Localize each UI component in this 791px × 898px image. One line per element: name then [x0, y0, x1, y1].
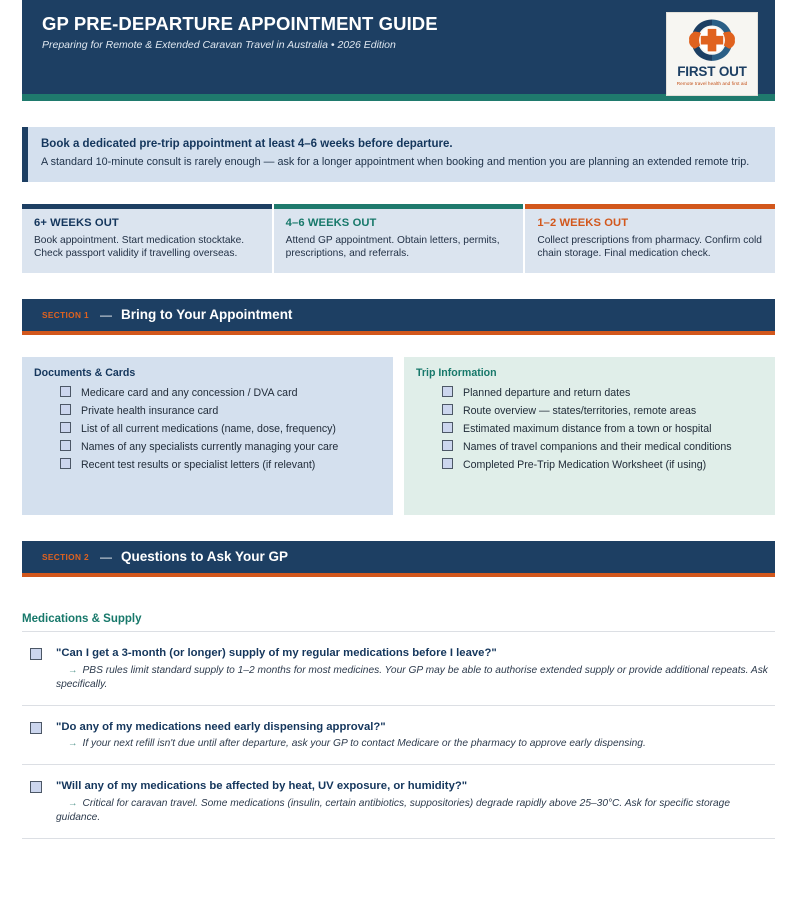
- checkbox[interactable]: [60, 458, 71, 469]
- timeline-body: Collect prescriptions from pharmacy. Confirm cold chain storage. Final medication check.: [537, 234, 762, 260]
- timeline-body: Book appointment. Start medication stocktake. Check passport validity if travelling overseas.: [34, 234, 245, 260]
- checklist-item-label: List of all current medications (name, dose, frequency): [81, 422, 336, 435]
- timeline-heading: 6+ WEEKS OUT: [34, 216, 119, 229]
- checklist-item[interactable]: [34, 422, 381, 437]
- question-note-text: If your next refill isn't due until after departure, ask your GP to contact Medicare or the pharmacy to approve early dispensing.: [82, 738, 646, 750]
- logo-tagline: Remote travel health and first aid: [676, 81, 748, 86]
- masthead-band: [22, 0, 775, 94]
- checklist-item-label: Route overview — states/territories, remote areas: [463, 404, 697, 417]
- checklist-item-label: Completed Pre-Trip Medication Worksheet (if using): [463, 458, 707, 471]
- checklist-item-label: Estimated maximum distance from a town or hospital: [463, 422, 712, 435]
- section-1-dash: —: [99, 307, 112, 322]
- checkbox[interactable]: [30, 722, 42, 734]
- timeline-heading: 1–2 WEEKS OUT: [537, 216, 629, 229]
- checklist-item[interactable]: [34, 440, 381, 455]
- checklist-item-label: Private health insurance card: [81, 404, 219, 417]
- page-subtitle: Preparing for Remote & Extended Caravan Travel in Australia • 2026 Edition: [42, 39, 396, 52]
- section-1-underline: [22, 331, 775, 335]
- checklist-item[interactable]: [416, 458, 763, 473]
- arrow-icon: →: [68, 798, 78, 810]
- section-2-header: [22, 541, 775, 577]
- callout-title: Book a dedicated pre-trip appointment at least 4–6 weeks before departure.: [41, 138, 453, 150]
- section-2-dash: —: [99, 549, 112, 564]
- brand-logo: [666, 12, 758, 96]
- callout-body: A standard 10-minute consult is rarely enough — ask for a longer appointment when booking and mention you are planning an extended remote trip.: [41, 156, 750, 169]
- checklist-item[interactable]: [416, 422, 763, 437]
- panel-heading: Trip Information: [416, 366, 497, 379]
- question-text: "Do any of my medications need early dispensing approval?": [56, 720, 386, 733]
- section-2-underline: [22, 573, 775, 577]
- section-2-title: Questions to Ask Your GP: [120, 549, 288, 565]
- timeline-row: [22, 204, 775, 273]
- question-item[interactable]: [22, 632, 775, 706]
- timeline-card-3: [525, 204, 775, 273]
- checklist-item-label: Names of any specialists currently managing your care: [81, 440, 339, 453]
- question-text: "Can I get a 3-month (or longer) supply of my regular medications before I leave?": [56, 646, 497, 659]
- logo-wordmark: FIRST OUT: [677, 64, 747, 79]
- checkbox[interactable]: [60, 404, 71, 415]
- question-note: [56, 664, 775, 692]
- checkbox[interactable]: [442, 440, 453, 451]
- timeline-card-1: [22, 204, 272, 273]
- question-note: [56, 737, 775, 751]
- checkbox[interactable]: [442, 404, 453, 415]
- question-note-text: PBS rules limit standard supply to 1–2 months for most medicines. Your GP may be able to authorise extended supply or provide additional repeats. Ask specifically.: [56, 664, 768, 690]
- checkbox[interactable]: [442, 422, 453, 433]
- page-title: GP PRE-DEPARTURE APPOINTMENT GUIDE: [42, 13, 438, 34]
- checklist-item[interactable]: [34, 386, 381, 401]
- checklist-item-label: Medicare card and any concession / DVA card: [81, 386, 298, 399]
- checklist-panel-documents: [22, 357, 393, 515]
- question-item[interactable]: [22, 765, 775, 839]
- subsection-heading: Medications & Supply: [22, 612, 142, 625]
- checkbox[interactable]: [60, 422, 71, 433]
- masthead-accent-bar: [22, 94, 775, 101]
- panel-heading: Documents & Cards: [34, 366, 136, 379]
- checkbox[interactable]: [442, 458, 453, 469]
- section-2-kicker: SECTION 2: [42, 551, 89, 562]
- checkbox[interactable]: [30, 648, 42, 660]
- section-1-header: [22, 299, 775, 335]
- section-1-kicker: SECTION 1: [42, 309, 89, 320]
- checklist-panel-trip-info: [404, 357, 775, 515]
- question-note: [56, 797, 775, 825]
- question-text: "Will any of my medications be affected by heat, UV exposure, or humidity?": [56, 780, 468, 793]
- subsection-medications-supply: [22, 613, 775, 632]
- document-header: [22, 0, 775, 101]
- checkbox[interactable]: [30, 781, 42, 793]
- checklist-item[interactable]: [34, 458, 381, 473]
- timeline-body: Attend GP appointment. Obtain letters, permits, prescriptions, and referrals.: [285, 234, 500, 260]
- checklist-item[interactable]: [34, 404, 381, 419]
- checklist-item-label: Names of travel companions and their medical conditions: [463, 440, 732, 453]
- checkbox[interactable]: [442, 386, 453, 397]
- checkbox[interactable]: [60, 386, 71, 397]
- timeline-card-2: [274, 204, 524, 273]
- questions-list: [22, 632, 775, 839]
- checkbox[interactable]: [60, 440, 71, 451]
- question-item[interactable]: [22, 706, 775, 766]
- checklist-item[interactable]: [416, 386, 763, 401]
- timeline-heading: 4–6 WEEKS OUT: [285, 216, 377, 229]
- section-1-title: Bring to Your Appointment: [120, 307, 293, 323]
- checklist-item[interactable]: [416, 404, 763, 419]
- checklist-item-label: Recent test results or specialist letters (if relevant): [81, 458, 316, 471]
- question-note-text: Critical for caravan travel. Some medications (insulin, certain antibiotics, suppositories) degrade rapidly above 25–30°C. Ask for specific storage guidance.: [56, 798, 731, 824]
- checklist-item-label: Planned departure and return dates: [463, 386, 631, 399]
- checklist-item[interactable]: [416, 440, 763, 455]
- checklist-panels: [22, 357, 775, 515]
- callout-box: [22, 127, 775, 182]
- hands-cradling-medical-cross-icon: [684, 16, 740, 66]
- arrow-icon: →: [68, 738, 78, 750]
- arrow-icon: →: [68, 664, 78, 676]
